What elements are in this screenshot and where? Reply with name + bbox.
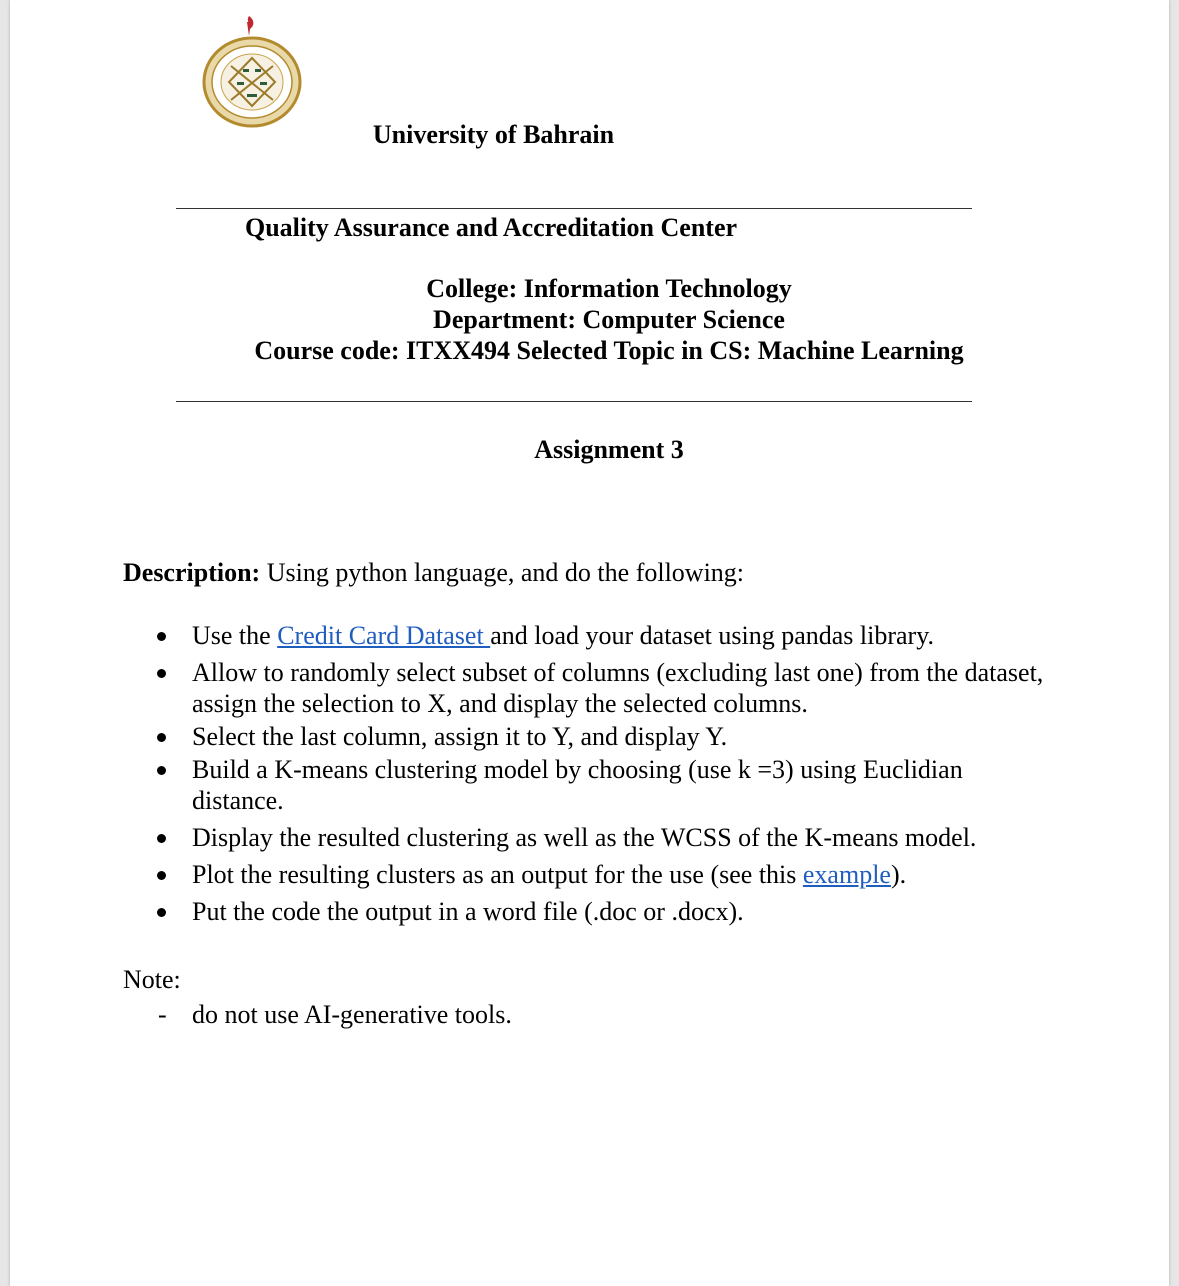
department-line: Department: Computer Science: [433, 305, 785, 334]
bullet-icon: [157, 766, 166, 775]
divider-bottom: [176, 401, 972, 402]
description-text: Using python language, and do the following:: [260, 558, 745, 587]
list-item: Display the resulted clustering as well as the WCSS of the K-means model.: [151, 822, 1091, 853]
description-label: Description:: [123, 558, 261, 587]
university-logo: [193, 14, 311, 132]
document-page: [10, 0, 1169, 1286]
bullet-icon: [157, 871, 166, 880]
list-item: Plot the resulting clusters as an output for the use (see this example).: [151, 859, 1091, 890]
university-name: University of Bahrain: [372, 120, 615, 149]
course-info: [120, 273, 1098, 366]
bullet-icon: [157, 632, 166, 641]
bullet-icon: [157, 834, 166, 843]
note-item: [158, 1000, 512, 1030]
bullet-icon: [157, 669, 166, 678]
divider-top: [176, 208, 972, 209]
note-text: do not use AI-generative tools.: [192, 1000, 512, 1029]
college-line: College: Information Technology: [426, 274, 792, 303]
task-list: [151, 620, 1091, 927]
list-item: Build a K-means clustering model by choosing (use k =3) using Euclidian distance.: [151, 754, 1091, 816]
dash-bullet: -: [158, 1000, 167, 1029]
bullet-icon: [157, 908, 166, 917]
assignment-heading: [120, 434, 1098, 465]
assignment-title: Assignment 3: [534, 435, 684, 464]
center-heading: [10, 212, 972, 243]
list-item: Use the Credit Card Dataset and load your dataset using pandas library.: [151, 620, 1091, 651]
credit-card-dataset-link[interactable]: Credit Card Dataset: [277, 621, 491, 650]
list-item: Put the code the output in a word file (.doc or .docx).: [151, 896, 1091, 927]
example-link[interactable]: example: [802, 860, 891, 889]
list-item: Allow to randomly select subset of columns (excluding last one) from the dataset, assign the selection to X, and display the selected columns.: [151, 657, 1091, 719]
note-label: Note:: [123, 965, 181, 994]
description: [123, 558, 744, 588]
qa-center-title: Quality Assurance and Accreditation Center: [244, 213, 738, 242]
list-item: Select the last column, assign it to Y, and display Y.: [151, 721, 1091, 752]
bullet-icon: [157, 733, 166, 742]
course-line: Course code: ITXX494 Selected Topic in CS: Machine Learning: [254, 336, 964, 365]
university-seal-icon: [193, 14, 311, 132]
